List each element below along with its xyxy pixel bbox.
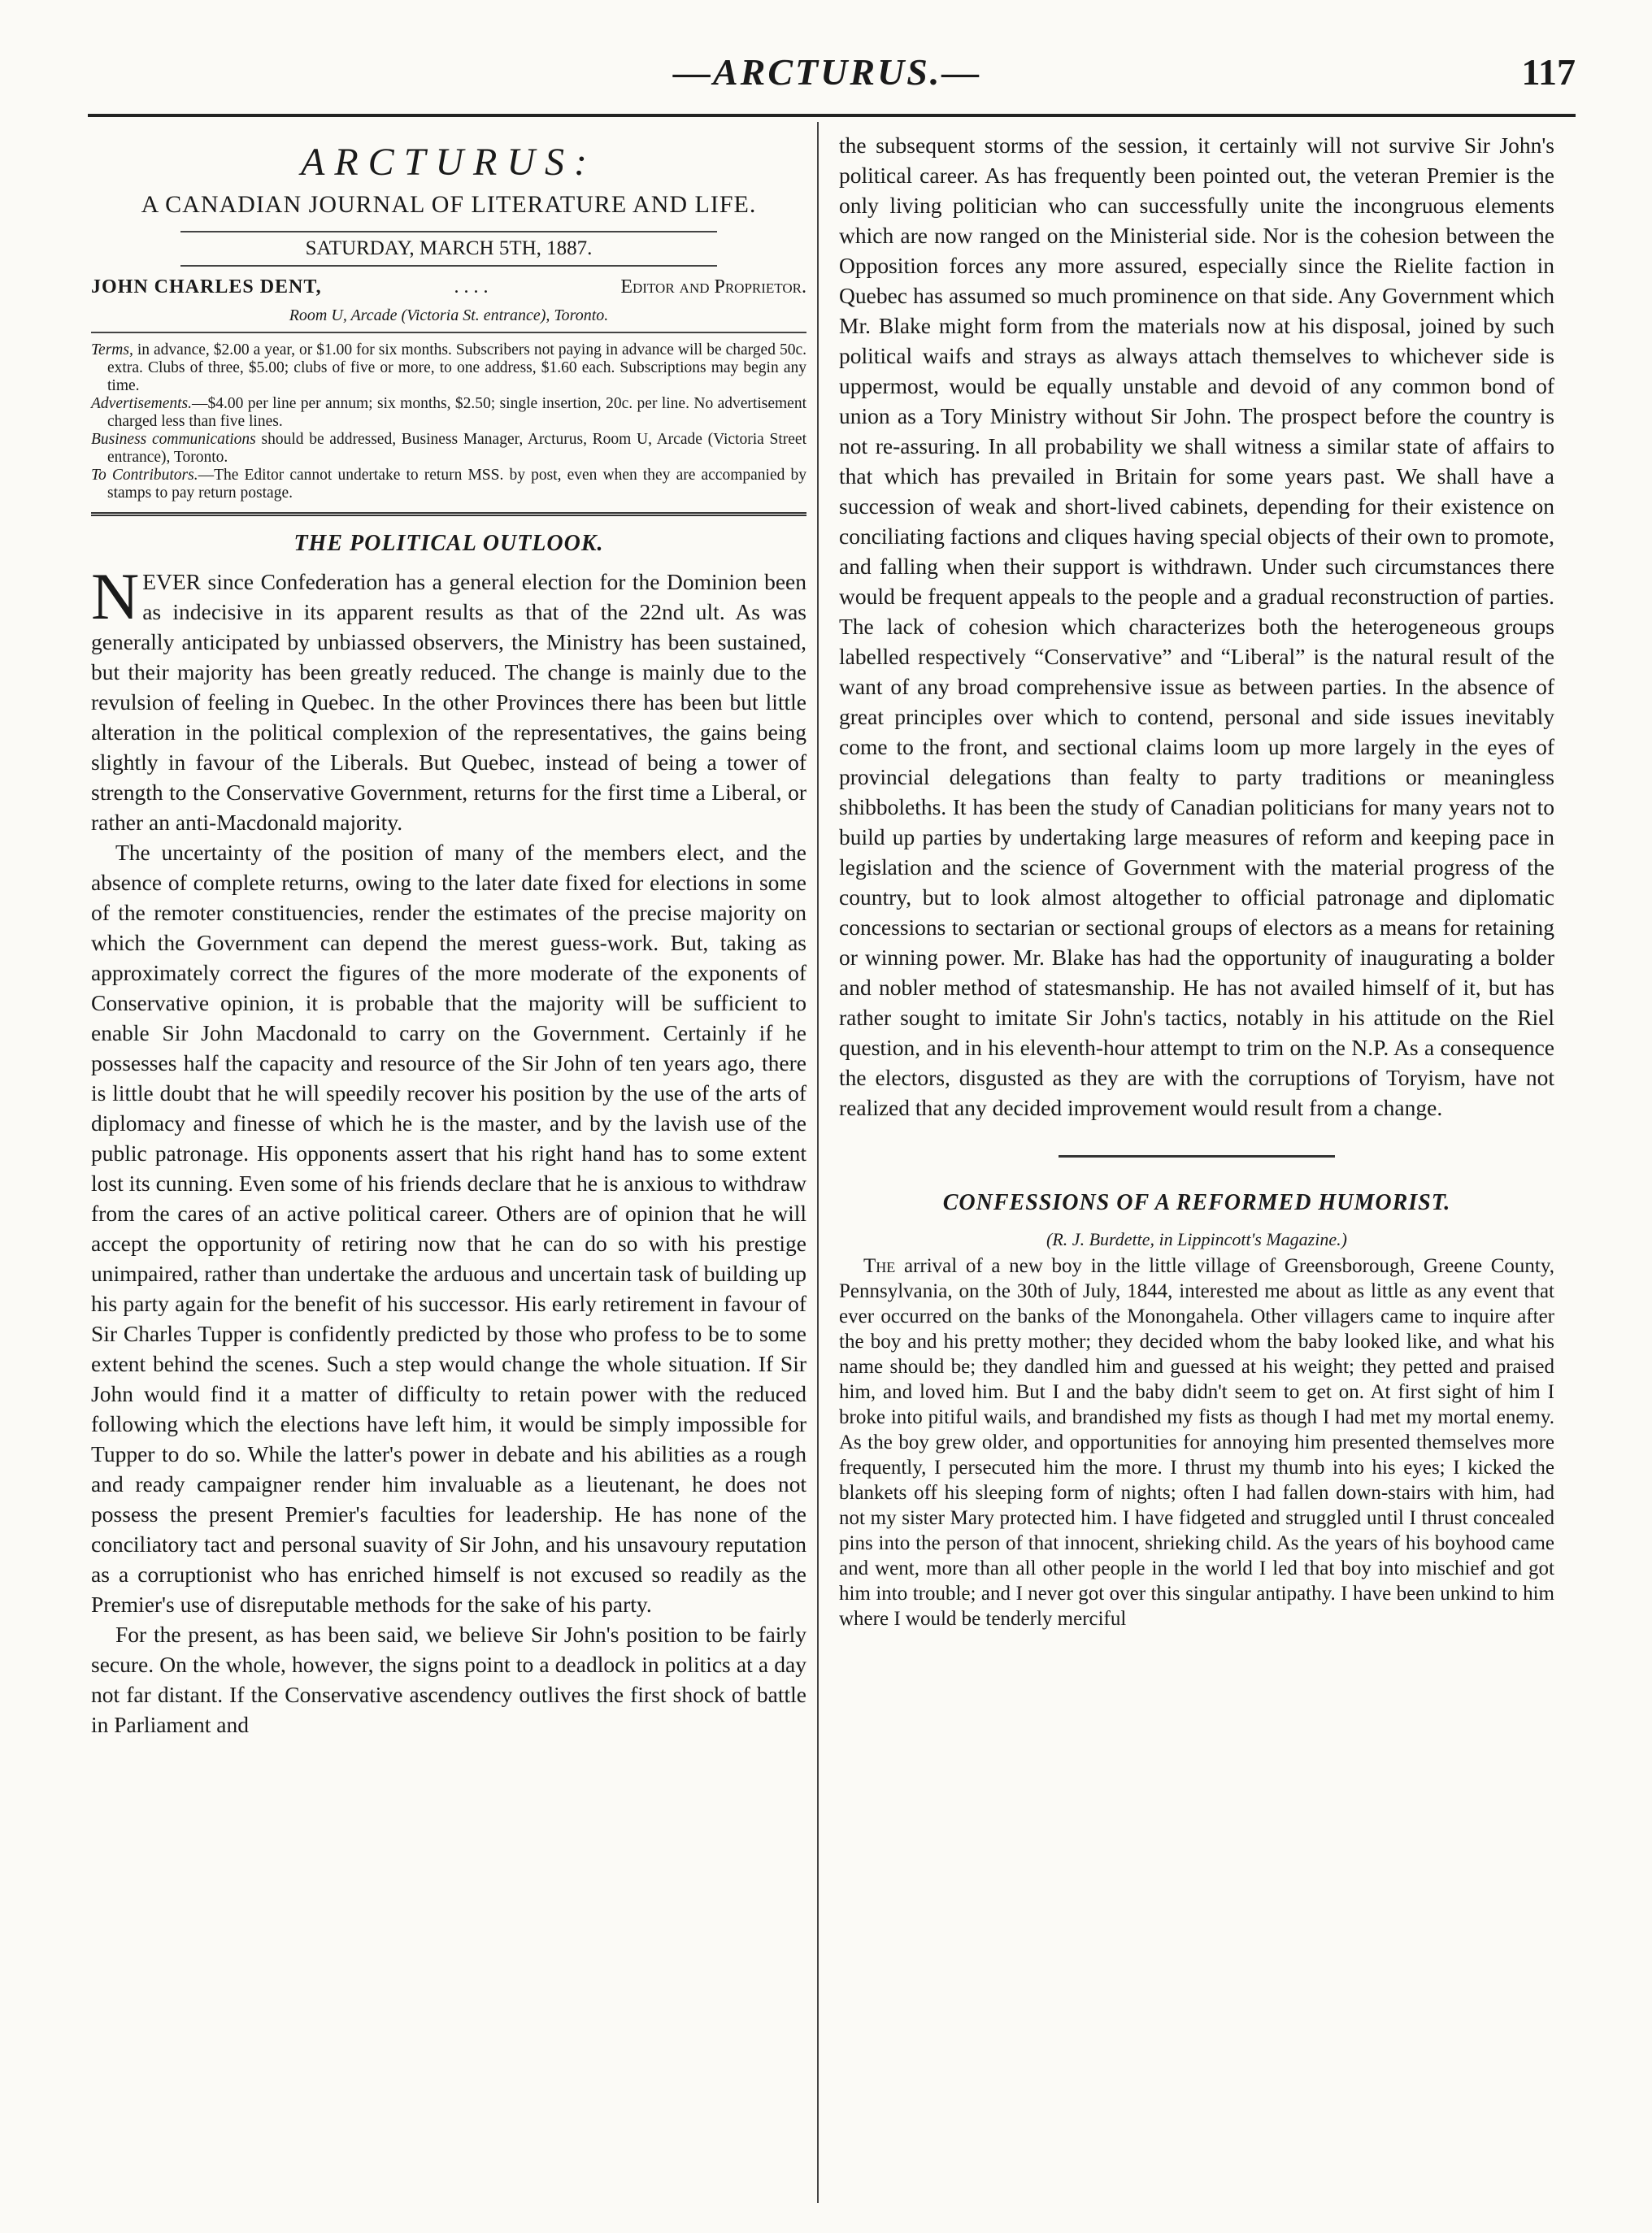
terms-text: should be addressed, Business Manager, Arcturus, Room U, Arcade (Victoria Street entrance), Toronto. bbox=[107, 431, 806, 466]
page-number: 117 bbox=[1521, 51, 1576, 93]
article-continuation bbox=[839, 130, 1554, 1123]
article-paragraph: For the present, as has been said, we believe Sir John's position to be fairly secure. On the whole, however, the signs point to a deadlock in politics at a day not far distant. If the Conservative ascendency outlives the first shock of battle in Parliament and bbox=[91, 1622, 806, 1737]
article-paragraph bbox=[839, 1253, 1554, 1631]
terms-text: —The Editor cannot undertake to return MSS. by post, even when they are accompanied by stamps to pay return postage. bbox=[107, 467, 806, 502]
running-head bbox=[88, 50, 1576, 107]
paragraph-text: since Confederation has a general election for the Dominion been as indecisive in its apparent results as that of the 22nd ult. As was generally anticipated by unbiassed observers, the Ministry has been sustained, but their majority has been greatly reduced. The change is mainly due to the revulsion of feeling in Quebec. In the other Provinces there has been but little alteration in the political complexion of the representatives, the gains being slightly in favour of the Liberals. But Quebec, instead of being a tower of strength to the Conservative Government, returns for the first time a Liberal, or rather an anti-Macdonald majority. bbox=[91, 569, 806, 835]
article-byline: (R. J. Burdette, in Lippincott's Magazine.) bbox=[1046, 1229, 1347, 1249]
article-paragraph: the subsequent storms of the session, it certainly will not survive Sir John's political career. As has frequently been pointed out, the veteran Premier is the only living politician who can successfully unite the incongruous elements which are now ranged on the Ministerial side. Nor is the cohesion between the Opposition forces any more assured, especially since the Rielite faction in Quebec has assumed so much prominence on that side. Any Government which Mr. Blake might form from the materials now at his disposal, joined by such political waifs and strays as always attach themselves to whichever side is uppermost, would be equally unstable and devoid of any common bond of union as a Tory Ministry without Sir John. The prospect before the country is not re-assuring. In all probability we shall witness a similar state of affairs to that which has prevailed in Britain for some years past. We shall have a succession of weak and short-lived cabinets, depending for their existence on conciliating factions and cliques having special objects of their own to promote, and falling when their support is withdrawn. Under such circumstances there would be frequent appeals to the people and a gradual reconstruction of parties. The lack of cohesion which characterizes both the heterogeneous groups labelled respectively “Conservative” and “Liberal” is the natural result of the want of any broad comprehensive issue as between parties. In the absence of great principles over which to contend, personal and side issues inevitably come to the front, and sectional claims loom up more largely in the eyes of provincial delegations than fealty to party traditions or meaningless shibboleths. It has been the study of Canadian politicians for many years not to build up parties by undertaking large measures of reform and keeping pace in legislation and the science of Government with the material progress of the country, but to look almost altogether to official patronage and diplomatic concessions to sectarian or sectional groups of electors as a means for retaining or winning power. Mr. Blake has had the opportunity of inaugurating a bolder and nobler method of statesmanship. He has not availed himself of it, but has rather sought to imitate Sir John's tactics, notably in his attitude on the Riel question, and in his eleventh-hour attempt to trim on the N.P. As a consequence the electors, disgusted as they are with the corruptions of Toryism, have not realized that any decided improvement would result from a change. bbox=[839, 133, 1554, 1120]
terms-label: Advertisements. bbox=[91, 395, 193, 412]
opening-caps: EVER bbox=[142, 569, 202, 594]
editor-role: Editor and Proprietor. bbox=[620, 276, 806, 298]
journal-subtitle: A CANADIAN JOURNAL OF LITERATURE AND LIFE. bbox=[141, 191, 757, 218]
editor-line bbox=[91, 272, 806, 302]
article-title-political-outlook: THE POLITICAL OUTLOOK. bbox=[293, 531, 604, 556]
article-paragraph bbox=[91, 559, 806, 837]
terms-item bbox=[91, 341, 806, 395]
terms-label: Business communications bbox=[91, 431, 256, 448]
issue-date: SATURDAY, MARCH 5TH, 1887. bbox=[180, 231, 717, 267]
drop-cap: N bbox=[91, 559, 140, 633]
left-column bbox=[91, 130, 806, 1740]
terms-item bbox=[91, 395, 806, 431]
terms-text: in advance, $2.00 a year, or $1.00 for six months. Subscribers not paying in advance will be charged 50c. extra. Clubs of three, $5.00; clubs of five or more, to one address, $1.60 each. Subscriptions may begin any time. bbox=[107, 341, 806, 394]
article-title-confessions: CONFESSIONS OF A REFORMED HUMORIST. bbox=[942, 1190, 1451, 1215]
opening-caps: The bbox=[863, 1255, 896, 1277]
office-address: Room U, Arcade (Victoria St. entrance), Toronto. bbox=[91, 302, 806, 333]
terms-label: To Contributors. bbox=[91, 467, 198, 484]
terms-text: —$4.00 per line per annum; six months, $2.50; single insertion, 20c. per line. No advertisement charged less than five lines. bbox=[107, 395, 806, 430]
terms-label: Terms, bbox=[91, 341, 133, 358]
editor-name: JOHN CHARLES DENT, bbox=[91, 276, 322, 298]
terms-item bbox=[91, 431, 806, 467]
column-divider bbox=[817, 122, 819, 2203]
running-head-title: —ARCTURUS.— bbox=[673, 51, 982, 93]
article-paragraph: The uncertainty of the position of many of the members elect, and the absence of complete returns, owing to the later date fixed for elections in some of the remoter constituencies, render the estimates of the precise majority on which the Government can depend the merest guess-work. But, taking as approximately correct the figures of the more moderate of the exponents of Conservative opinion, it is probable that the majority will be sufficient to enable Sir John Macdonald to carry on the Government. Certainly if he possesses half the capacity and resource of the Sir John of ten years ago, there is little doubt that he will speedily recover his position by the use of the arts of diplomacy and finesse of which he is the master, and by the lavish use of the public patronage. His opponents assert that his right hand has to some extent lost its cunning. Even some of his friends declare that he is anxious to withdraw from the cares of an active political career. Others are of opinion that he will accept the opportunity of retiring now that he can do so with his prestige unimpaired, rather than undertake the arduous and uncertain task of building up his party again for the benefit of his successor. His early retirement in favour of Sir Charles Tupper is confidently predicted by those who profess to be to some extent behind the scenes. Such a step would change the whole situation. If Sir John would find it a matter of difficulty to retain power with the reduced following which the elections have left him, it would be simply impossible for Tupper to do so. While the latter's power in debate and his abilities as a rough and ready campaigner render him invaluable as a lieutenant, he does not possess the present Premier's faculties for leadership. He has none of the conciliatory tact and personal suavity of Sir John, and his unsavoury reputation as a corruptionist who has enriched himself is not excused so readily as the Premier's use of disreputable methods for the sake of his party. bbox=[91, 840, 806, 1617]
article-body-confessions bbox=[839, 1253, 1554, 1631]
editor-dots: . . . . bbox=[454, 276, 489, 298]
article-body-political-outlook bbox=[91, 559, 806, 1740]
terms-block bbox=[91, 333, 806, 516]
header-rule bbox=[88, 114, 1576, 117]
right-column bbox=[839, 130, 1554, 1631]
terms-item bbox=[91, 467, 806, 502]
masthead bbox=[91, 138, 806, 333]
journal-title: ARCTURUS: bbox=[301, 141, 597, 184]
paragraph-text: arrival of a new boy in the little village of Greensborough, Greene County, Pennsylvania, on the 30th of July, 1844, interested me about as little as any event that ever occurred on the banks of the Monongahela. Other villagers came to inquire after the boy and his pretty mother; they decided whom the baby looked like, and what his name should be; they dandled him and guessed at his weight; they petted and praised him, and loved him. But I and the baby didn't seem to get on. At first sight of him I broke into pitiful wails, and brandished my fists as though I had met my mortal enemy. As the boy grew older, and opportunities for annoying him presented themselves more frequently, I persecuted him the more. I thrust my thumb into his eyes; I kicked the blankets off his sleeping form of nights; often I had fallen down-stairs with him, had not my sister Mary protected him. I have fidgeted and struggled until I thrust concealed pins into the person of that innocent, shrieking child. As the years of his boyhood came and went, more than all other people in the world I led that boy into mischief and got him into trouble; and I never got over this singular antipathy. I have been unkind to him where I would be tenderly merciful bbox=[839, 1255, 1554, 1630]
article-separator bbox=[1059, 1155, 1335, 1158]
